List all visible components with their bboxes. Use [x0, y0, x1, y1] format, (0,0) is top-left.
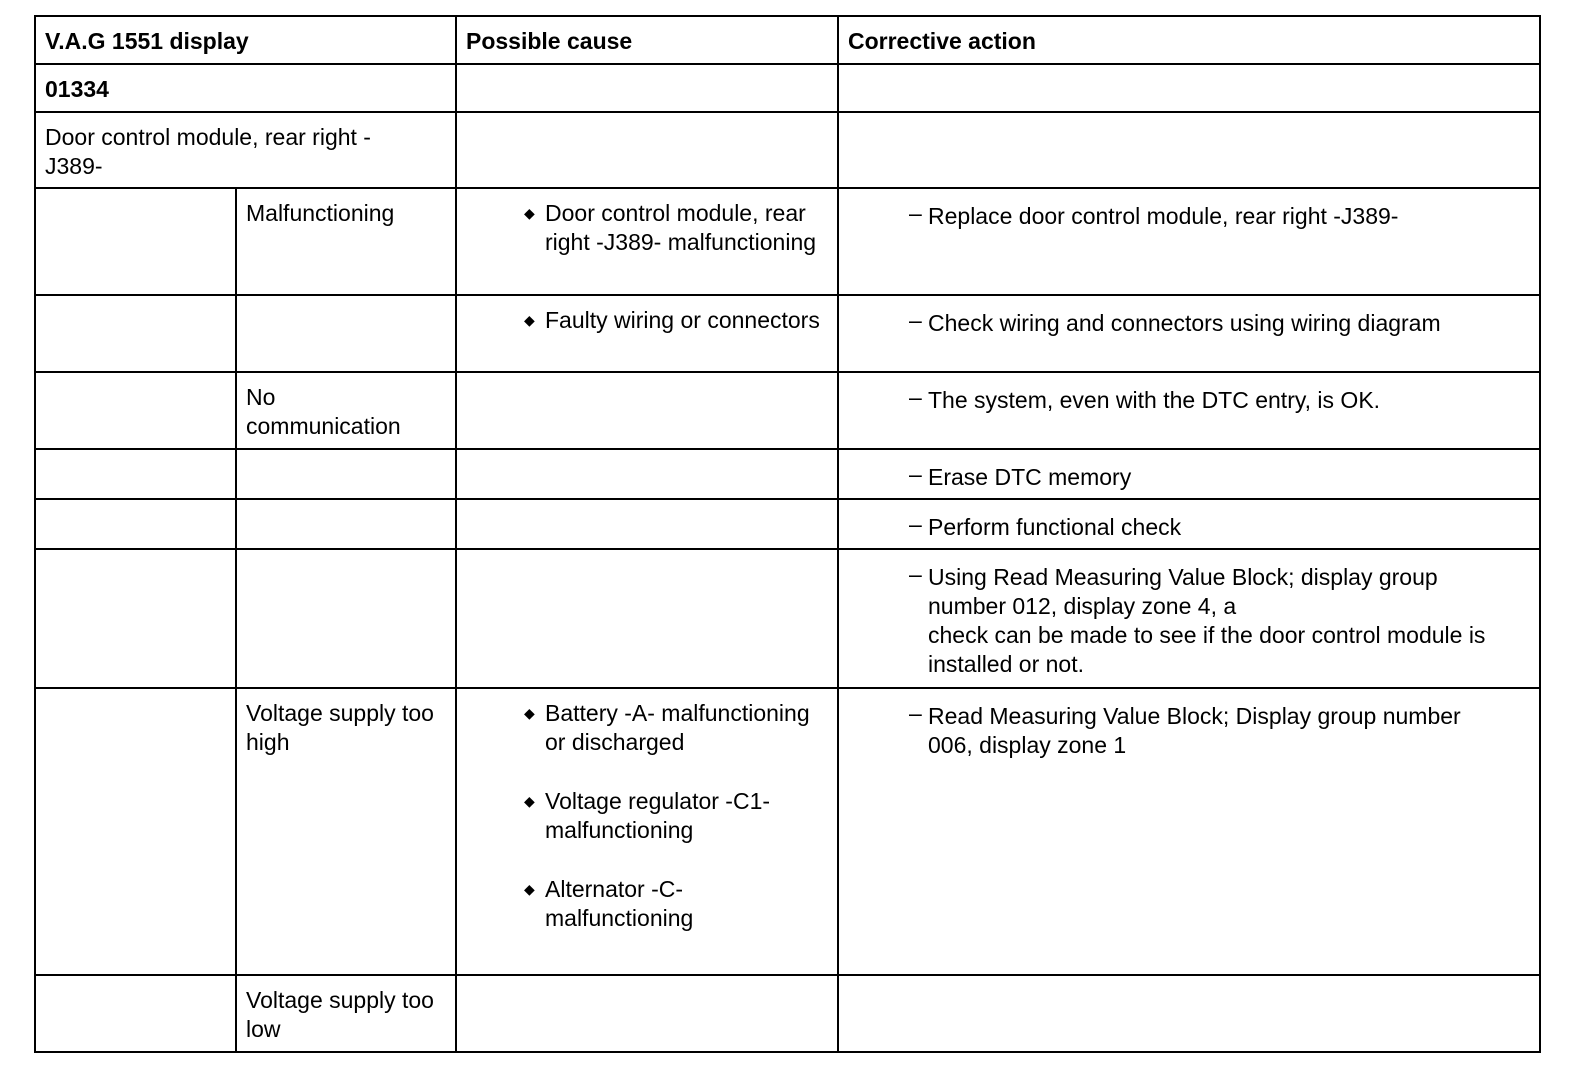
action-item	[909, 460, 1530, 492]
bullet-icon: ◆	[524, 793, 535, 809]
dtc-code: 01334	[35, 64, 456, 112]
dash-icon: –	[909, 384, 922, 410]
action-item	[909, 306, 1530, 338]
dash-icon: –	[909, 511, 922, 537]
empty-cell	[236, 549, 456, 688]
action-cell	[838, 372, 1540, 449]
fault-type: Malfunctioning	[236, 188, 456, 295]
action-cell	[838, 449, 1540, 499]
cause-text: Alternator -C- malfunctioning	[545, 876, 694, 931]
cause-text: Battery -A- malfunctioning or discharged	[545, 700, 810, 755]
dash-icon: –	[909, 461, 922, 487]
header-cause: Possible cause	[456, 16, 838, 64]
cause-cell	[456, 688, 838, 975]
empty-cell	[456, 499, 838, 549]
empty-cell	[456, 449, 838, 499]
dtc-table	[34, 15, 1541, 1053]
empty-cell	[236, 499, 456, 549]
action-item	[909, 699, 1530, 760]
cause-item	[524, 787, 828, 845]
fault-type: No communication	[236, 372, 456, 449]
empty-cell	[236, 449, 456, 499]
component-name	[35, 112, 456, 188]
cause-item	[524, 306, 828, 335]
action-text: The system, even with the DTC entry, is OK.	[928, 387, 1381, 413]
code-row	[35, 64, 1540, 112]
action-text: Using Read Measuring Value Block; display group number 012, display zone 4, a	[928, 564, 1438, 619]
header-display: V.A.G 1551 display	[35, 16, 456, 64]
action-cell	[838, 499, 1540, 549]
empty-cell	[456, 64, 838, 112]
empty-cell	[456, 112, 838, 188]
empty-cell	[456, 372, 838, 449]
action-cell	[838, 295, 1540, 372]
action-cell	[838, 688, 1540, 975]
table-row	[35, 549, 1540, 688]
cause-text: Faulty wiring or connectors	[545, 307, 820, 333]
table-row	[35, 295, 1540, 372]
bullet-icon: ◆	[524, 705, 535, 721]
empty-cell	[35, 975, 236, 1052]
dash-icon: –	[909, 561, 922, 587]
empty-cell	[838, 975, 1540, 1052]
cause-item	[524, 875, 828, 933]
dash-icon: –	[909, 307, 922, 333]
table-row	[35, 372, 1540, 449]
empty-cell	[35, 549, 236, 688]
action-item	[909, 560, 1530, 679]
empty-cell	[456, 975, 838, 1052]
action-text: Check wiring and connectors using wiring diagram	[928, 310, 1441, 336]
action-text: Perform functional check	[928, 514, 1182, 540]
component-row	[35, 112, 1540, 188]
action-text: Erase DTC memory	[928, 464, 1132, 490]
table-row	[35, 499, 1540, 549]
cause-item	[524, 199, 828, 257]
empty-cell	[456, 549, 838, 688]
table-row	[35, 188, 1540, 295]
action-text: Read Measuring Value Block; Display group number 006, display zone 1	[928, 703, 1461, 758]
fault-type: Voltage supply too high	[236, 688, 456, 975]
header-action: Corrective action	[838, 16, 1540, 64]
component-text: Door control module, rear right -J389-	[45, 124, 371, 179]
fault-type: Voltage supply too low	[236, 975, 456, 1052]
empty-cell	[35, 188, 236, 295]
table-row	[35, 449, 1540, 499]
table-row	[35, 688, 1540, 975]
bullet-icon: ◆	[524, 312, 535, 328]
dash-icon: –	[909, 700, 922, 726]
empty-cell	[35, 372, 236, 449]
cause-cell	[456, 188, 838, 295]
cause-item	[524, 699, 828, 757]
bullet-icon: ◆	[524, 205, 535, 221]
cause-cell	[456, 295, 838, 372]
action-item	[909, 510, 1530, 542]
dash-icon: –	[909, 200, 922, 226]
action-text: Replace door control module, rear right -J389-	[928, 203, 1399, 229]
header-row	[35, 16, 1540, 64]
empty-cell	[35, 499, 236, 549]
action-cell	[838, 188, 1540, 295]
table-row	[35, 975, 1540, 1052]
cause-text: Voltage regulator -C1- malfunctioning	[545, 788, 771, 843]
action-cell	[838, 549, 1540, 688]
action-text: check can be made to see if the door control module is installed or not.	[928, 622, 1486, 677]
empty-cell	[35, 449, 236, 499]
empty-cell	[35, 688, 236, 975]
empty-cell	[838, 64, 1540, 112]
empty-cell	[236, 295, 456, 372]
cause-text: Door control module, rear right -J389- malfunctioning	[545, 200, 817, 255]
empty-cell	[35, 295, 236, 372]
action-item	[909, 199, 1530, 231]
empty-cell	[838, 112, 1540, 188]
bullet-icon: ◆	[524, 881, 535, 897]
action-item	[909, 383, 1530, 415]
